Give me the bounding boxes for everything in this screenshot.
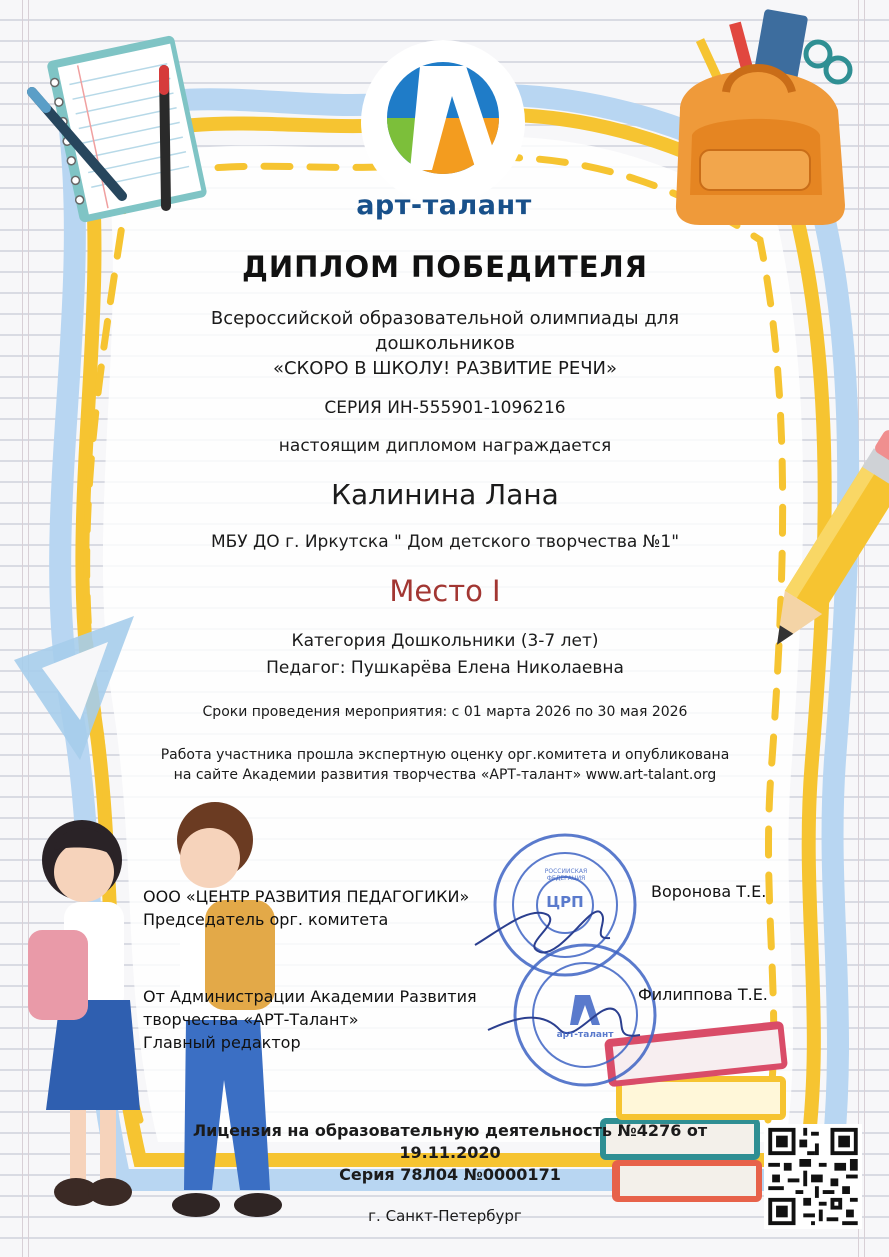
category-block	[120, 628, 770, 682]
stamp1-inner-text: РОССИЙСКАЯ ФЕДЕРАЦИЯ	[544, 868, 588, 882]
sig1-role: Председатель орг. комитета	[143, 910, 389, 929]
city-label: г. Санкт-Петербург	[368, 1207, 522, 1225]
license-info	[140, 1120, 760, 1186]
stamp2-center-label: арт-талант	[556, 1030, 614, 1040]
logo-emblem	[361, 40, 525, 204]
sig2-org-line2: творчества «АРТ-Талант»	[143, 1010, 359, 1029]
license-line: Лицензия на образовательную деятельность №4276 от 19.11.2020	[192, 1121, 708, 1162]
category-label: Категория Дошкольники (3-7 лет)	[291, 631, 599, 651]
teacher-label: Педагог: Пушкарёва Елена Николаевна	[266, 658, 624, 678]
review-line: на сайте Академии развития творчества «АРТ-талант» www.art-talant.org	[173, 767, 717, 783]
sig2-name: Филиппова Т.Е.	[638, 985, 768, 1004]
signature-block-1	[143, 885, 469, 931]
winner-name: Калинина Лана	[331, 478, 559, 511]
sig2-org-line1: От Администрации Академии Развития	[143, 987, 477, 1006]
subtitle-line: Всероссийской образовательной олимпиады для	[210, 308, 680, 329]
sig2-role: Главный редактор	[143, 1033, 301, 1052]
review-note	[120, 745, 770, 785]
signature-block-2	[143, 985, 477, 1054]
place-label: Место I	[389, 574, 501, 608]
awarded-text: настоящим дипломом награждается	[278, 436, 612, 456]
qr-code-icon	[764, 1124, 862, 1229]
organization: МБУ ДО г. Иркутска " Дом детского творчества №1"	[210, 532, 680, 552]
stamp1-center-label: ЦРП	[546, 893, 584, 911]
sig1-name: Воронова Т.Е.	[651, 882, 767, 901]
license-series: Серия 78Л04 №0000171	[339, 1165, 561, 1184]
sig1-org: ООО «ЦЕНТР РАЗВИТИЯ ПЕДАГОГИКИ»	[143, 887, 470, 906]
review-line: Работа участника прошла экспертную оценку орг.комитета и опубликована	[160, 747, 730, 763]
subtitle-line: дошкольников	[375, 333, 515, 354]
diploma-subtitle	[195, 306, 695, 381]
logo-name: арт-талант	[356, 190, 532, 221]
diploma-title: ДИПЛОМ ПОБЕДИТЕЛЯ	[241, 250, 648, 284]
event-dates: Сроки проведения мероприятия: с 01 марта 2026 по 30 мая 2026	[202, 704, 688, 720]
subtitle-line: «СКОРО В ШКОЛУ! РАЗВИТИЕ РЕЧИ»	[272, 358, 618, 379]
backpack-illustration	[676, 9, 850, 225]
diploma-series: СЕРИЯ ИН-555901-1096216	[324, 398, 566, 418]
